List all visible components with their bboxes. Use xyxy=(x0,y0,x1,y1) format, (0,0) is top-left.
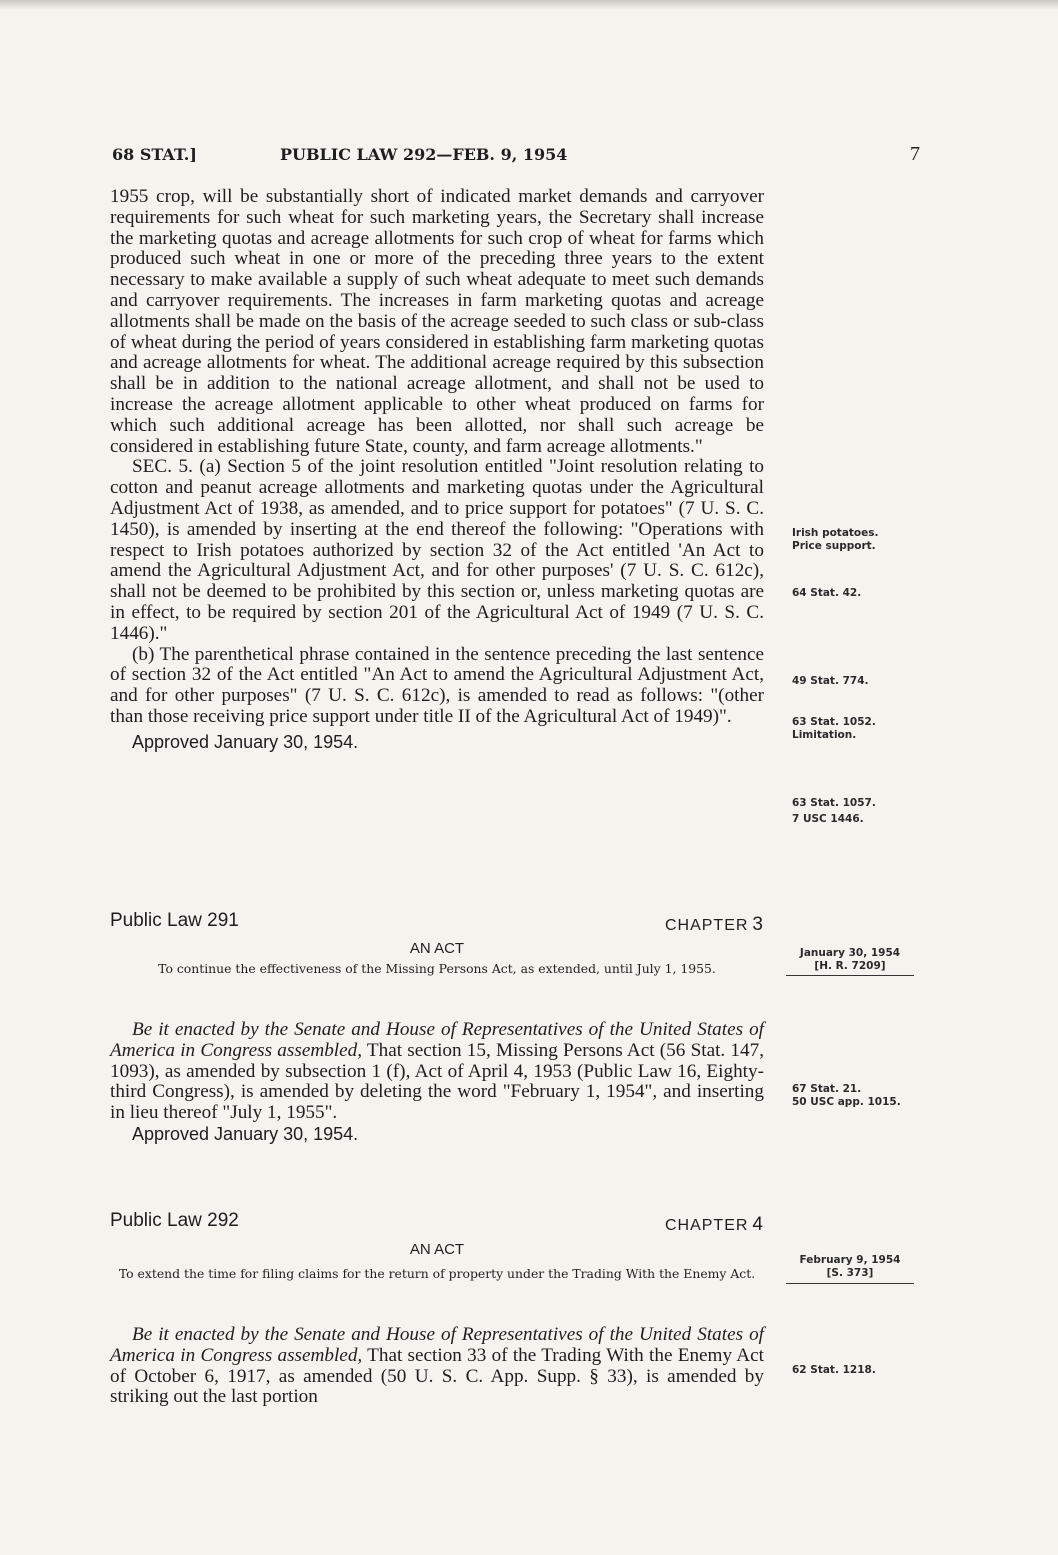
margin-note-63-stat-limitation xyxy=(792,716,922,742)
margin-note-62-stat: 62 Stat. 1218. xyxy=(792,1364,876,1376)
margin-note-67-stat xyxy=(792,1083,922,1109)
chapter-heading xyxy=(665,1214,764,1236)
bill-number: [H. R. 7209] xyxy=(814,960,886,972)
chapter-label: CHAPTER xyxy=(664,917,749,934)
page-number: 7 xyxy=(910,143,920,165)
margin-note-line: Price support. xyxy=(792,540,876,552)
margin-note-line: 7 USC 1446. xyxy=(792,813,864,825)
law-291-body xyxy=(110,1020,764,1145)
chapter-heading xyxy=(665,914,764,936)
an-act-label: AN ACT xyxy=(409,940,465,957)
margin-note-64-stat: 64 Stat. 42. xyxy=(792,587,862,599)
enacting-text: That section 15, Missing Persons Act (56 Stat. 147, 1093), as amended by subsection 1 (f), Act of April 4, 1953 (Public Law 16, Eighty-third Congress), is amended by deleting the word "February 1, 1954", and inserting in lieu thereof "July 1, 1955". xyxy=(110,1039,764,1124)
an-act-label: AN ACT xyxy=(409,1241,465,1258)
law-number: Public Law 292 xyxy=(110,1210,239,1231)
law-number: Public Law 291 xyxy=(110,910,239,931)
approved-line: Approved January 30, 1954. xyxy=(132,1123,359,1144)
stat-volume: 68 STAT.] xyxy=(112,145,197,164)
approval-date: January 30, 1954 xyxy=(799,947,901,959)
approval-date: February 9, 1954 xyxy=(799,1254,901,1266)
bill-number: [S. 373] xyxy=(826,1267,874,1279)
margin-note-line: Irish potatoes. xyxy=(792,527,879,539)
margin-note-irish-potatoes xyxy=(792,527,922,553)
law-291-header xyxy=(110,910,764,936)
enacting-clause xyxy=(110,1020,764,1124)
law-292-body xyxy=(110,1325,764,1408)
margin-date-law-291 xyxy=(786,947,914,973)
margin-rule xyxy=(786,1283,914,1284)
act-title: To extend the time for filing claims for the return of property under the Trading With the Enemy Act. xyxy=(118,1266,756,1281)
margin-date-law-292 xyxy=(786,1254,914,1280)
section-continuation xyxy=(110,187,764,753)
running-title: PUBLIC LAW 292—FEB. 9, 1954 xyxy=(280,145,568,164)
chapter-label: CHAPTER xyxy=(664,1217,749,1234)
margin-rule xyxy=(786,975,914,976)
wheat-paragraph: 1955 crop, will be substantially short of indicated market demands and carryover requirements for such wheat for such marketing years, the Secretary shall increase the marketing quotas and acreage allotments for such crop of wheat for farms which produced such wheat in one or more of the preceding three years to the extent necessary to make available a supply of such wheat adequate to meet such demands and carryover requirements. The increases in farm marketing quotas and acreage allotments shall be made on the basis of the acreage seeded to such class or sub-class of wheat during the period of years considered in establishing farm marketing quotas and acreage allotments for wheat. The additional acreage required by this subsection shall be in addition to the national acreage allotment, and shall not be used to increase the acreage allotment applicable to other wheat produced on farms for which such additional acreage has been allotted, nor shall such acreage be considered in establishing future State, county, and farm acreage allotments." xyxy=(110,186,764,457)
sec5a-paragraph: SEC. 5. (a) Section 5 of the joint resolution entitled "Joint resolution relating to cotton and peanut acreage allotments and marketing quotas under the Agricultural Adjustment Act of 1938, as amended, and to price support for potatoes" (7 U. S. C. 1450), is amended by inserting at the end thereof the following: "Operations with respect to Irish potatoes authorized by section 32 of the Act entitled 'An Act to amend the Agricultural Adjustment Act, and for other purposes' (7 U. S. C. 612c), shall not be deemed to be prohibited by this section or, unless marketing quotas are in effect, to be required by section 201 of the Agricultural Act of 1949 (7 U. S. C. 1446)." xyxy=(110,456,764,644)
enacting-text: That section 33 of the Trading With the Enemy Act of October 6, 1917, as amended (50 U. S. C. App. Supp. § 33), is amended by striking out the last portion xyxy=(110,1344,764,1408)
enacting-clause xyxy=(110,1325,764,1408)
margin-note-line: 63 Stat. 1057. xyxy=(792,797,876,809)
margin-note-line: 67 Stat. 21. xyxy=(792,1083,862,1095)
chapter-number: 4 xyxy=(752,1214,764,1235)
margin-note-line: 63 Stat. 1052. xyxy=(792,716,876,728)
scan-edge xyxy=(0,0,1058,10)
enacting-formula: Be it enacted by the Senate and House of Representatives of the United States of America in Congress assembled, xyxy=(110,1324,764,1366)
sec5b-paragraph: (b) The parenthetical phrase contained in the sentence preceding the last sentence of section 32 of the Act entitled "An Act to amend the Agricultural Adjustment Act, and for other purposes" (7 U. S. C. 612c), is amended to read as follows: "(other than those receiving price support under title II of the Agricultural Act of 1949)". xyxy=(110,643,764,727)
chapter-number: 3 xyxy=(752,914,764,935)
running-head xyxy=(112,145,920,169)
act-title: To continue the effectiveness of the Missing Persons Act, as extended, until July 1, 1955. xyxy=(158,961,716,976)
law-292-header xyxy=(110,1210,764,1236)
approved-line: Approved January 30, 1954. xyxy=(132,731,359,752)
margin-note-line: Limitation. xyxy=(792,729,857,741)
margin-note-line: 50 USC app. 1015. xyxy=(792,1096,901,1108)
margin-note-49-stat: 49 Stat. 774. xyxy=(792,675,869,687)
enacting-formula: Be it enacted by the Senate and House of Representatives of the United States of America in Congress assembled, xyxy=(110,1019,764,1061)
margin-note-63-stat-7-usc xyxy=(792,797,922,826)
